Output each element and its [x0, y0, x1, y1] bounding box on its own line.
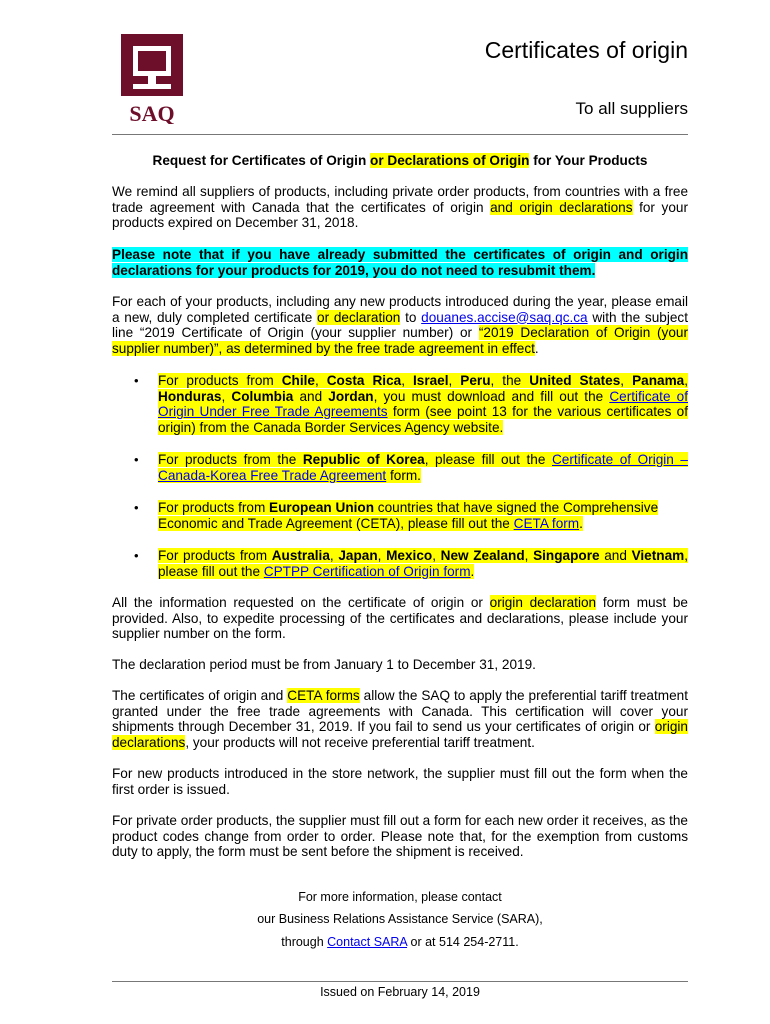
paragraph-declaration-period: The declaration period must be from January 1 to December 31, 2019.	[112, 657, 536, 672]
bullet-icon: •	[134, 500, 139, 515]
page-subtitle: To all suppliers	[575, 99, 688, 118]
page-title: Certificates of origin	[484, 37, 688, 63]
request-heading: Request for Certificates of Origin or Declarations of Origin for Your Products	[152, 153, 648, 168]
list-item: • For products from Australia, Japan, Mexico, New Zealand, Singapore and Vietnam, please fill out the CPTPP Certification of Origin form.	[134, 548, 688, 579]
bullet-icon: •	[134, 452, 139, 467]
contact-line-1: For more information, please contact	[298, 890, 502, 904]
contact-line-2: our Business Relations Assistance Service (SARA),	[257, 912, 543, 926]
certificate-of-origin-link[interactable]: Certificate of Origin Under Free Trade Agreements	[158, 388, 688, 420]
ceta-form-link[interactable]: CETA form	[513, 515, 580, 531]
paragraph-preferential-tariff: The certificates of origin and CETA forms allow the SAQ to apply the preferential tariff treatment granted under the free trade agreements with Canada. This certification will cover your shipments through December 31, 2019. If you fail to send us your certificates of origin or origin declarations, your products will not receive preferential tariff treatment.	[112, 688, 688, 750]
paragraph-private-order: For private order products, the supplier must fill out a form for each new order it receives, as the product codes change from order to order. Please note that, for the exemption from customs duty to apply, the form must be sent before the shipment is received.	[112, 813, 688, 860]
paragraph-new-products: For new products introduced in the store network, the supplier must fill out the form when the first order is issued.	[112, 766, 688, 797]
bullet-icon: •	[134, 373, 139, 388]
issued-date: Issued on February 14, 2019	[320, 985, 480, 999]
saq-logo	[121, 34, 183, 124]
paragraph-information-requested: All the information requested on the certificate of origin or origin declaration form must be provided. Also, to expedite processing of the certificates and declarations, please include your supplier number on the form.	[112, 595, 688, 642]
footer-divider	[112, 981, 688, 982]
canada-korea-certificate-link[interactable]: Certificate of Origin – Canada-Korea Free Trade Agreement	[158, 452, 688, 483]
logo-text: SAQ	[129, 101, 175, 124]
paragraph-instructions: For each of your products, including any new products introduced during the year, please email a new, duly completed certificate or declaration to douanes.accise@saq.qc.ca with the subject line “2019 Certificate of Origin (your supplier number) or “2019 Declaration of Origin (your supplier number)”, as determined by the free trade agreement in effect.	[112, 294, 688, 356]
list-item: • For products from Chile, Costa Rica, Israel, Peru, the United States, Panama, Honduras, Columbia and Jordan, you must download and fill out the Certificate of Origin Under Free Trade Agreements form (see point 13 for the various certificates of origin) from the Canada Border Services Agency website.	[134, 373, 689, 435]
cptpp-certification-link[interactable]: CPTPP Certification of Origin form	[263, 563, 471, 579]
paragraph-reminder: We remind all suppliers of products, including private order products, from countries with a free trade agreement with Canada that the certificates of origin and origin declarations for your products expired on December 31, 2018.	[112, 184, 688, 231]
email-link[interactable]: douanes.accise@saq.qc.ca	[421, 309, 588, 325]
contact-line-3: through Contact SARA or at 514 254-2711.	[281, 935, 519, 949]
header-divider	[112, 134, 688, 135]
list-item: • For products from the Republic of Korea, please fill out the Certificate of Origin – Canada-Korea Free Trade Agreement form.	[134, 452, 688, 483]
bullet-icon: •	[134, 548, 139, 563]
paragraph-note: Please note that if you have already submitted the certificates of origin and origin declarations for your products for 2019, you do not need to resubmit them.	[112, 247, 688, 278]
contact-sara-link[interactable]: Contact SARA	[327, 935, 408, 949]
list-item: • For products from European Union countries that have signed the Comprehensive Economic and Trade Agreement (CETA), please fill out the CETA form.	[134, 500, 659, 531]
